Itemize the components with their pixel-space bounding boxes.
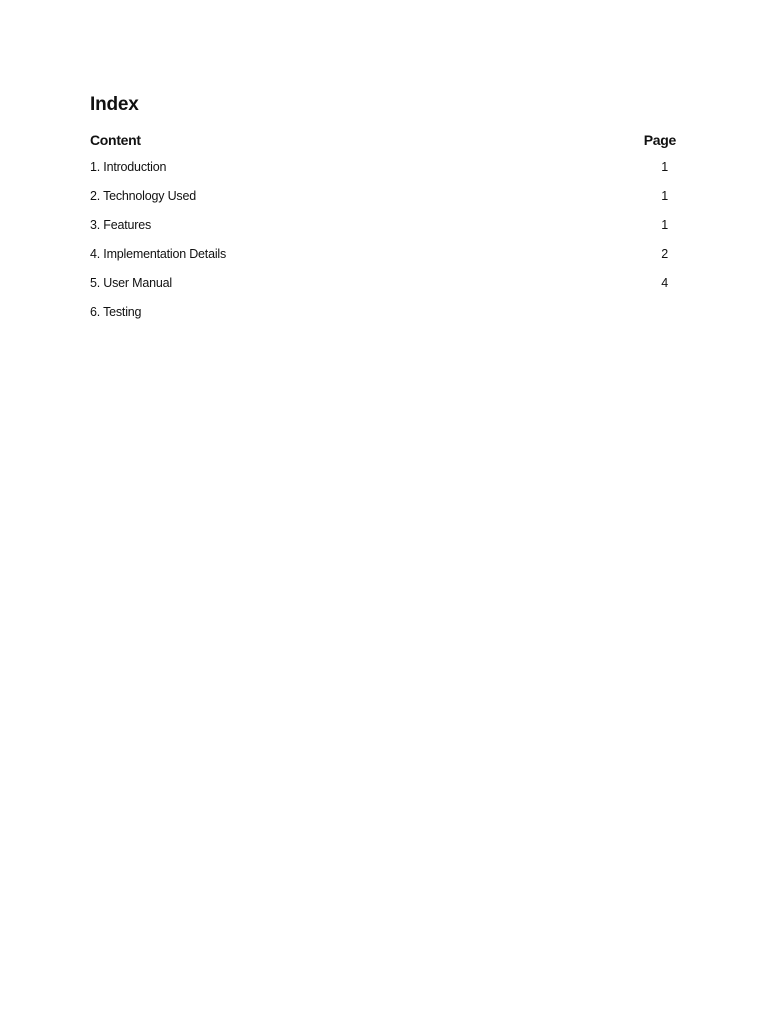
toc-entry-page: 4 (661, 275, 668, 290)
toc-entry-label: 3. Features (90, 217, 152, 232)
toc-row (90, 210, 676, 239)
toc-entry-label: 4. Implementation Details (90, 246, 227, 261)
toc-entry-label: 1. Introduction (90, 159, 167, 174)
toc-header-row (90, 128, 676, 152)
toc-row (90, 297, 676, 326)
toc-row (90, 181, 676, 210)
toc-entry-label: 6. Testing (90, 304, 142, 319)
toc-entry-page: 1 (661, 217, 668, 232)
toc-entry-label: 2. Technology Used (90, 188, 196, 203)
toc-entry-page: 2 (661, 246, 668, 261)
toc-entry-page: 1 (661, 159, 668, 174)
toc-entry-page (608, 297, 676, 326)
toc-entry-label: 5. User Manual (90, 275, 172, 290)
toc-row (90, 152, 676, 181)
toc-entry-page: 1 (661, 188, 668, 203)
toc-row (90, 239, 676, 268)
index-title: Index (90, 94, 139, 115)
page-header: Page (643, 132, 676, 148)
toc-table (90, 128, 676, 326)
toc-row (90, 268, 676, 297)
content-header: Content (90, 132, 141, 148)
